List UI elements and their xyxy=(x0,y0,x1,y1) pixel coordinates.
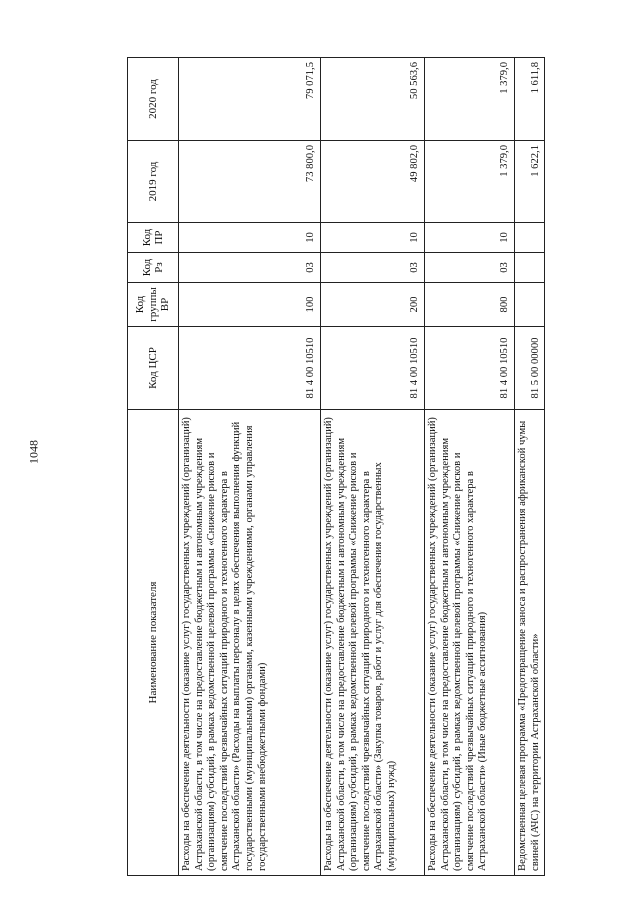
header-2020: 2020 год xyxy=(128,58,179,141)
cell-2019: 1 379,0 xyxy=(425,141,515,223)
cell-rz: 03 xyxy=(425,253,515,283)
cell-name: Расходы на обеспечение деятельности (оказание услуг) государственных учреждений (организаций) Астраханской области, в том числе на предоставление бюджетным и автономным учреждениям (организациям) субсидий, в рамках ведомственной целевой программы «Снижение рисков и смягчение последствий чрезвычайных ситуаций природного и техногенного характера в Астраханской области» (Закупка товаров, работ и услуг для обеспечения государственных (муниципальных) нужд) xyxy=(321,410,425,876)
header-csr: Код ЦСР xyxy=(128,327,179,410)
cell-rz: 03 xyxy=(321,253,425,283)
cell-vr xyxy=(515,283,545,327)
cell-csr: 81 4 00 10510 xyxy=(425,327,515,410)
cell-pr: 10 xyxy=(179,223,321,253)
cell-vr: 100 xyxy=(179,283,321,327)
budget-table xyxy=(127,57,545,876)
table-row xyxy=(515,58,545,876)
page-number: 1048 xyxy=(26,440,41,464)
header-vr: Код группы ВР xyxy=(128,283,179,327)
cell-vr: 200 xyxy=(321,283,425,327)
cell-2020: 79 071,5 xyxy=(179,58,321,141)
cell-2019: 1 622,1 xyxy=(515,141,545,223)
header-2019: 2019 год xyxy=(128,141,179,223)
cell-rz: 03 xyxy=(179,253,321,283)
table-row xyxy=(321,58,425,876)
cell-2019: 49 802,0 xyxy=(321,141,425,223)
cell-2020: 50 563,6 xyxy=(321,58,425,141)
table-row xyxy=(179,58,321,876)
cell-2020: 1 379,0 xyxy=(425,58,515,141)
cell-csr: 81 4 00 10510 xyxy=(179,327,321,410)
cell-pr xyxy=(515,223,545,253)
cell-pr: 10 xyxy=(321,223,425,253)
rotated-table-container xyxy=(127,58,541,876)
header-rz: Код Рз xyxy=(128,253,179,283)
cell-rz xyxy=(515,253,545,283)
cell-pr: 10 xyxy=(425,223,515,253)
cell-2019: 73 800,0 xyxy=(179,141,321,223)
cell-csr: 81 5 00 00000 xyxy=(515,327,545,410)
cell-vr: 800 xyxy=(425,283,515,327)
cell-name: Расходы на обеспечение деятельности (оказание услуг) государственных учреждений (организаций) Астраханской области, в том числе на предоставление бюджетным и автономным учреждениям (организациям) субсидий, в рамках ведомственной целевой программы «Снижение рисков и смягчение последствий чрезвычайных ситуаций природного и техногенного характера в Астраханской области» (Иные бюджетные ассигнования) xyxy=(425,410,515,876)
table-header-row xyxy=(128,58,179,876)
cell-2020: 1 611,8 xyxy=(515,58,545,141)
header-name: Наименование показателя xyxy=(128,410,179,876)
table-row xyxy=(425,58,515,876)
cell-name: Расходы на обеспечение деятельности (оказание услуг) государственных учреждений (организаций) Астраханской области, в том числе на предоставление бюджетным и автономным учреждениям (организациям) субсидий, в рамках ведомственной целевой программы «Снижение рисков и смягчение последствий чрезвычайных ситуаций природного и техногенного характера в Астраханской области» (Расходы на выплаты персоналу в целях обеспечения выполнения функций государственными (муниципальными) органами, казенными учреждениями, органами управления государственными внебюджетными фондами) xyxy=(179,410,321,876)
header-pr: Код ПР xyxy=(128,223,179,253)
cell-name: Ведомственная целевая программа «Предотвращение заноса и распространения африканской чумы свиней (АЧС) на территории Астраханской области» xyxy=(515,410,545,876)
cell-csr: 81 4 00 10510 xyxy=(321,327,425,410)
